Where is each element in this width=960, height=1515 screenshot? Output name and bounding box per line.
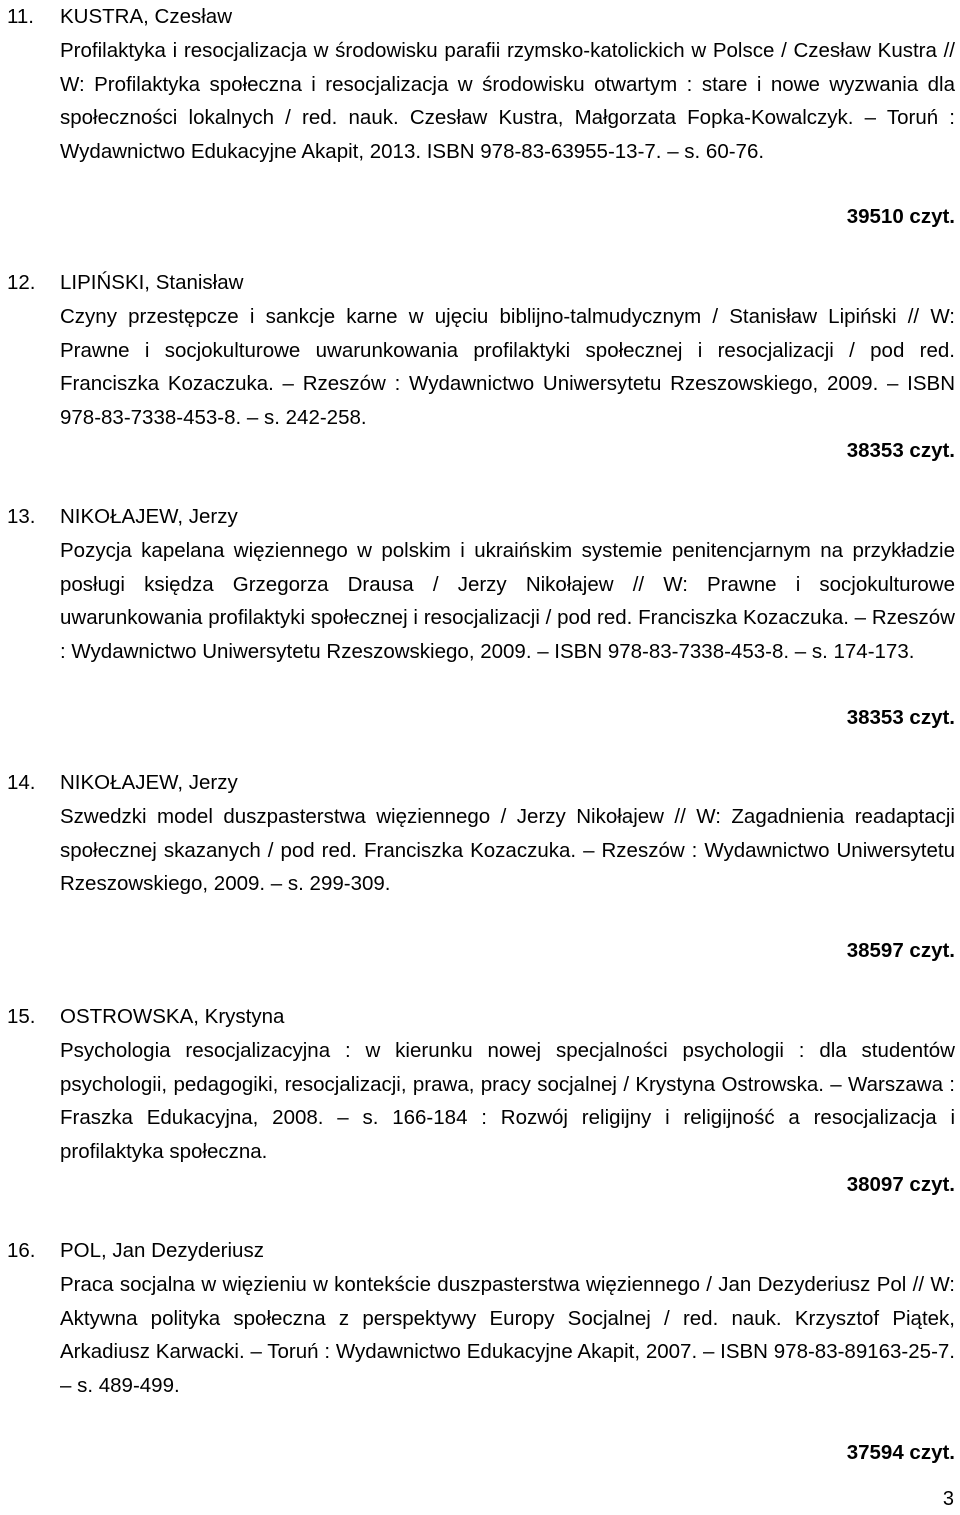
entry-signature: 38353 czyt. [846, 439, 955, 462]
entry-number: 12. [7, 271, 36, 294]
page-number: 3 [942, 1488, 954, 1510]
entry-number: 11. [7, 5, 34, 28]
entry-body [60, 0, 955, 169]
entry-number: 15. [7, 1005, 36, 1028]
entry-author: LIPIŃSKI, Stanisław [60, 271, 244, 294]
entry-body [60, 1000, 955, 1169]
entry-number: 16. [7, 1239, 36, 1262]
entry-author: POL, Jan Dezyderiusz [60, 1239, 264, 1262]
entry-signature: 38097 czyt. [846, 1173, 955, 1196]
entry-description: Profilaktyka i resocjalizacja w środowisku parafii rzymsko-katolickich w Polsce / Czesław Kustra // W: Profilaktyka społeczna i resocjalizacja w środowisku otwartym : stare i nowe wyzwania dla społeczności lokalnych / red. nauk. Czesław Kustra, Małgorzata Fopka-Kowalczyk. – Toruń : Wydawnictwo Edukacyjne Akapit, 2013. ISBN 978-83-63955-13-7. – s. 60-76. [60, 38, 955, 164]
entry-signature: 38597 czyt. [846, 939, 955, 962]
entry-body [60, 1234, 955, 1403]
entry-description: Pozycja kapelana więziennego w polskim i ukraińskim systemie penitencjarnym na przykładzie posługi księdza Grzegorza Drausa / Jerzy Nikołajew // W: Prawne i socjokulturowe uwarunkowania profilaktyki społecznej i resocjalizacji / pod red. Franciszka Kozaczuka. – Rzeszów : Wydawnictwo Uniwersytetu Rzeszowskiego, 2009. – ISBN 978-83-7338-453-8. – s. 174-173. [60, 538, 955, 664]
entry-number: 13. [7, 505, 36, 528]
entry-signature: 37594 czyt. [846, 1441, 955, 1464]
entry-body [60, 766, 955, 901]
entry-body [60, 266, 955, 435]
entry-body [60, 500, 955, 669]
entry-author: NIKOŁAJEW, Jerzy [60, 771, 238, 794]
entry-description: Szwedzki model duszpasterstwa więziennego / Jerzy Nikołajew // W: Zagadnienia readaptacji społecznej skazanych / pod red. Franciszka Kozaczuka. – Rzeszów : Wydawnictwo Uniwersytetu Rzeszowskiego, 2009. – s. 299-309. [60, 804, 955, 896]
entry-author: OSTROWSKA, Krystyna [60, 1005, 285, 1028]
entry-number: 14. [7, 771, 36, 794]
entry-description: Psychologia resocjalizacyjna : w kierunku nowej specjalności psychologii : dla studentów psychologii, pedagogiki, resocjalizacji, prawa, pracy socjalnej / Krystyna Ostrowska. – Warszawa : Fraszka Edukacyjna, 2008. – s. 166-184 : Rozwój religijny i religijność a resocjalizacja i profilaktyka społeczna. [60, 1038, 955, 1164]
entry-author: NIKOŁAJEW, Jerzy [60, 505, 238, 528]
entry-description: Praca socjalna w więzieniu w kontekście duszpasterstwa więziennego / Jan Dezyderiusz Pol // W: Aktywna polityka społeczna z perspektywy Europy Socjalnej / red. nauk. Krzysztof Piątek, Arkadiusz Karwacki. – Toruń : Wydawnictwo Edukacyjne Akapit, 2007. – ISBN 978-83-89163-25-7. – s. 489-499. [60, 1272, 955, 1398]
entry-signature: 38353 czyt. [846, 706, 955, 729]
entry-description: Czyny przestępcze i sankcje karne w ujęciu biblijno-talmudycznym / Stanisław Lipiński // W: Prawne i socjokulturowe uwarunkowania profilaktyki społecznej i resocjalizacji / pod red. Franciszka Kozaczuka. – Rzeszów : Wydawnictwo Uniwersytetu Rzeszowskiego, 2009. – ISBN 978-83-7338-453-8. – s. 242-258. [60, 304, 955, 430]
entry-author: KUSTRA, Czesław [60, 5, 233, 28]
entry-signature: 39510 czyt. [846, 205, 955, 228]
